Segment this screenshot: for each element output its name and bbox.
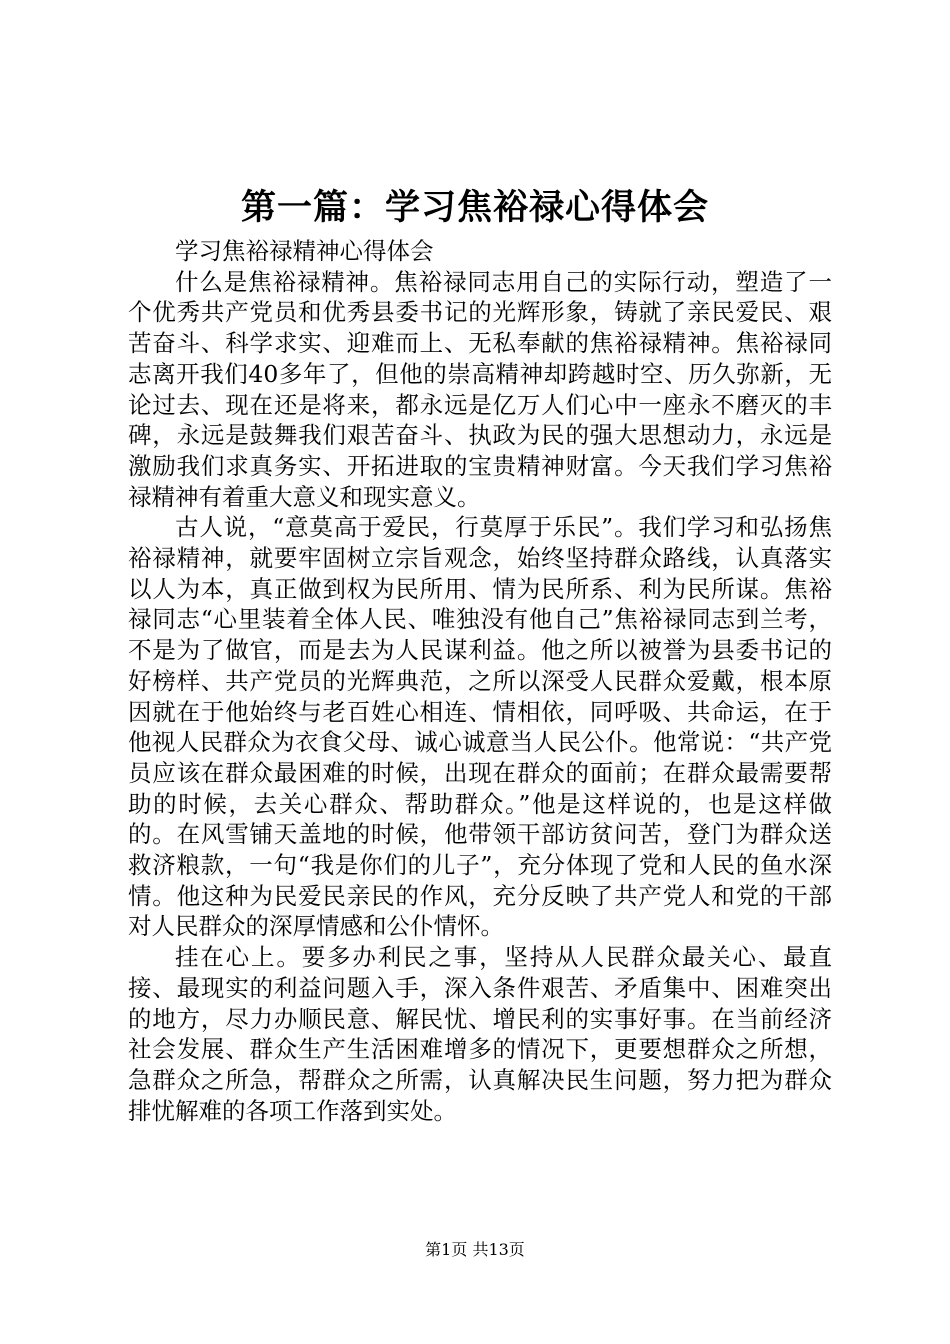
page-footer: 第1页 共13页 [425,1240,525,1259]
document-body [128,236,832,1126]
paragraph-3: 挂在心上。要多办利民之事，坚持从人民群众最关心、最直接、最现实的利益问题入手，深入条件艰苦、矛盾集中、困难突出的地方，尽力办顺民意、解民忧、增民利的实事好事。在当前经济社会发展、群众生产生活困难增多的情况下，更要想群众之所想，急群众之所急，帮群众之所需，认真解决民生问题，努力把为群众排忧解难的各项工作落到实处。 [128,943,832,1125]
paragraph-1: 什么是焦裕禄精神。焦裕禄同志用自己的实际行动，塑造了一个优秀共产党员和优秀县委书记的光辉形象，铸就了亲民爱民、艰苦奋斗、科学求实、迎难而上、无私奉献的焦裕禄精神。焦裕禄同志离开我们40多年了，但他的崇高精神却跨越时空、历久弥新，无论过去、现在还是将来，都永远是亿万人们心中一座永不磨灭的丰碑，永远是鼓舞我们艰苦奋斗、执政为民的强大思想动力，永远是激励我们求真务实、开拓进取的宝贵精神财富。今天我们学习焦裕禄精神有着重大意义和现实意义。 [128,267,832,511]
paragraph-2: 古人说，“意莫高于爱民，行莫厚于乐民”。我们学习和弘扬焦裕禄精神，就要牢固树立宗旨观念，始终坚持群众路线，认真落实以人为本，真正做到权为民所用、情为民所系、利为民所谋。焦裕禄同志“心里装着全体人民、唯独没有他自己”焦裕禄同志到兰考，不是为了做官，而是去为人民谋利益。他之所以被誉为县委书记的好榜样、共产党员的光辉典范，之所以深受人民群众爱戴，根本原因就在于他始终与老百姓心相连、情相依，同呼吸、共命运，在于他视人民群众为衣食父母、诚心诚意当人民公仆。他常说：“共产党员应该在群众最困难的时候，出现在群众的面前；在群众最需要帮助的时候，去关心群众、帮助群众。”他是这样说的，也是这样做的。在风雪铺天盖地的时候，他带领干部访贫问苦，登门为群众送救济粮款，一句“我是你们的儿子”，充分体现了党和人民的鱼水深情。他这种为民爱民亲民的作风，充分反映了共产党人和党的干部对人民群众的深厚情感和公仆情怀。 [128,513,832,941]
document-subtitle: 学习焦裕禄精神心得体会 [175,237,434,265]
document-title: 第一篇：学习焦裕禄心得体会 [240,187,709,228]
